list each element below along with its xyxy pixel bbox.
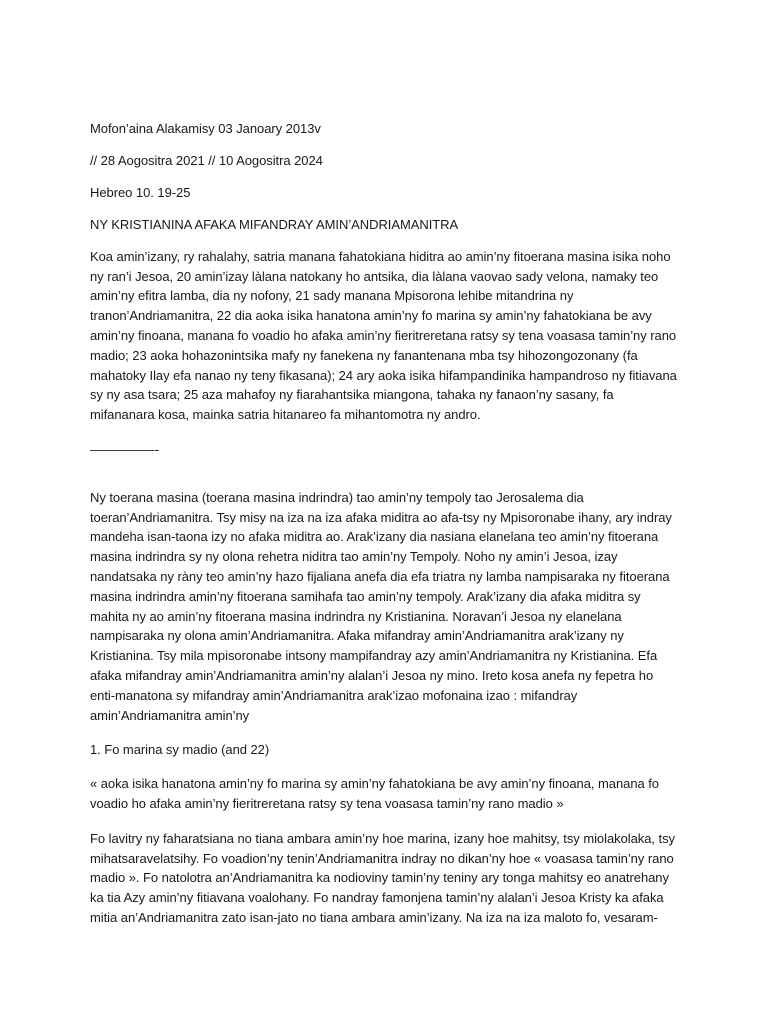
scripture-paragraph: Koa amin’izany, ry rahalahy, satria manana fahatokiana hiditra ao amin’ny fitoerana masina isika noho ny ran’i Jesoa, 20 amin’izay làlana natokany ho antsika, dia làlana vaovao sady velona, namaky teo amin’ny efitra lamba, dia ny nofony, 21 sady manana Mpisorona lehibe mitandrina ny tranon’Andriamanitra, 22 dia aoka isika hanatona amin’ny fo marina sy amin’ny fahatokiana be avy amin’ny finoana, manana fo voadio ho afaka amin’ny fieritreretana ratsy sy tena voasasa tamin’ny rano madio; 23 aoka hohazonintsika mafy ny fanekena ny fanantenana mba tsy hihozongozonany (fa mahatoky Ilay efa nanao ny teny fikasana); 24 ary aoka isika hifampandinika hampandroso ny fitiavana sy ny asa tsara; 25 aza mahafoy ny fiarahantsika miangona, tahaka ny fanaon’ny sasany, fa mifananara kosa, mainka satria hitanareo fa mihantomotra ny andro. (90, 248, 677, 423)
section-1-paragraph: Fo lavitry ny faharatsiana no tiana ambara amin’ny hoe marina, izany hoe mahitsy, tsy miolakolaka, tsy mihatsaravelatsihy. Fo voadion’ny tenin’Andriamanitra indray no dikan’ny hoe « voasasa tamin’ny rano madio ». Fo natolotra an’Andriamanitra ka nodioviny tamin’ny teniny ary tonga mahitsy eo anatrehany ka tia Azy amin’ny fitiavana voalohany. Fo nandray famonjena tamin’ny alalan’i Jesoa Kristy ka afaka mitia an’Andriamanitra zato isan-jato no tiana ambara amin’izany. Na iza na iza maloto fo, vesaram- (90, 830, 675, 925)
separator-line: —————- (90, 441, 160, 457)
document-page (90, 119, 680, 1024)
scripture-reference: Hebreo 10. 19-25 (90, 185, 191, 200)
document-title-line: Mofon’aina Alakamisy 03 Janoary 2013v (90, 121, 321, 136)
section-1-quote: « aoka isika hanatona amin’ny fo marina sy amin’ny fahatokiana be avy amin’ny finoana, manana fo voadio ho afaka amin’ny fieritreretana ratsy sy tena voasasa tamin’ny rano madio » (90, 776, 659, 811)
section-1-title: 1. Fo marina sy madio (and 22) (90, 742, 270, 758)
body-paragraph: Ny toerana masina (toerana masina indrindra) tao amin’ny tempoly tao Jerosalema dia toeran’Andriamanitra. Tsy misy na iza na iza afaka miditra ao afa-tsy ny Mpisoronabe ihany, ary indray mandeha isan-taona izy no afaka miditra ao. Arak’izany dia nasiana elanelana teo amin’ny fitoerana masina indrindra sy ny olona rehetra niditra tao amin’ny Tempoly. Noho ny amin’i Jesoa, izay nandatsaka ny ràny teo amin’ny hazo fijaliana anefa dia efa triatra ny lamba nampisaraka ny fitoerana masina indrindra amin’ny fitoerana samihafa tao amin’ny tempoly. Arak’izany dia afaka miditra sy mahita ny ao amin’ny fitoerana masina indrindra ny Kristianina. Noravan’i Jesoa ny elanelana nampisaraka ny olona amin’Andriamanitra. Afaka mifandray amin’Andriamanitra arak’izany ny Kristianina. Tsy mila mpisoronabe intsony mampifandray azy amin’Andriamanitra ny Kristianina. Efa afaka mifandray amin’Andriamanitra amin’ny alalan’i Jesoa ny mino. Ireto kosa anefa ny fepetra ho enti-manatona sy mifandray amin’Andriamanitra arak’izao mofonaina izao : mifandray amin’Andriamanitra amin’ny (90, 489, 672, 723)
document-heading: NY KRISTIANINA AFAKA MIFANDRAY AMIN’ANDRIAMANITRA (90, 217, 459, 232)
document-dates-line: // 28 Aogositra 2021 // 10 Aogositra 2024 (90, 153, 323, 168)
